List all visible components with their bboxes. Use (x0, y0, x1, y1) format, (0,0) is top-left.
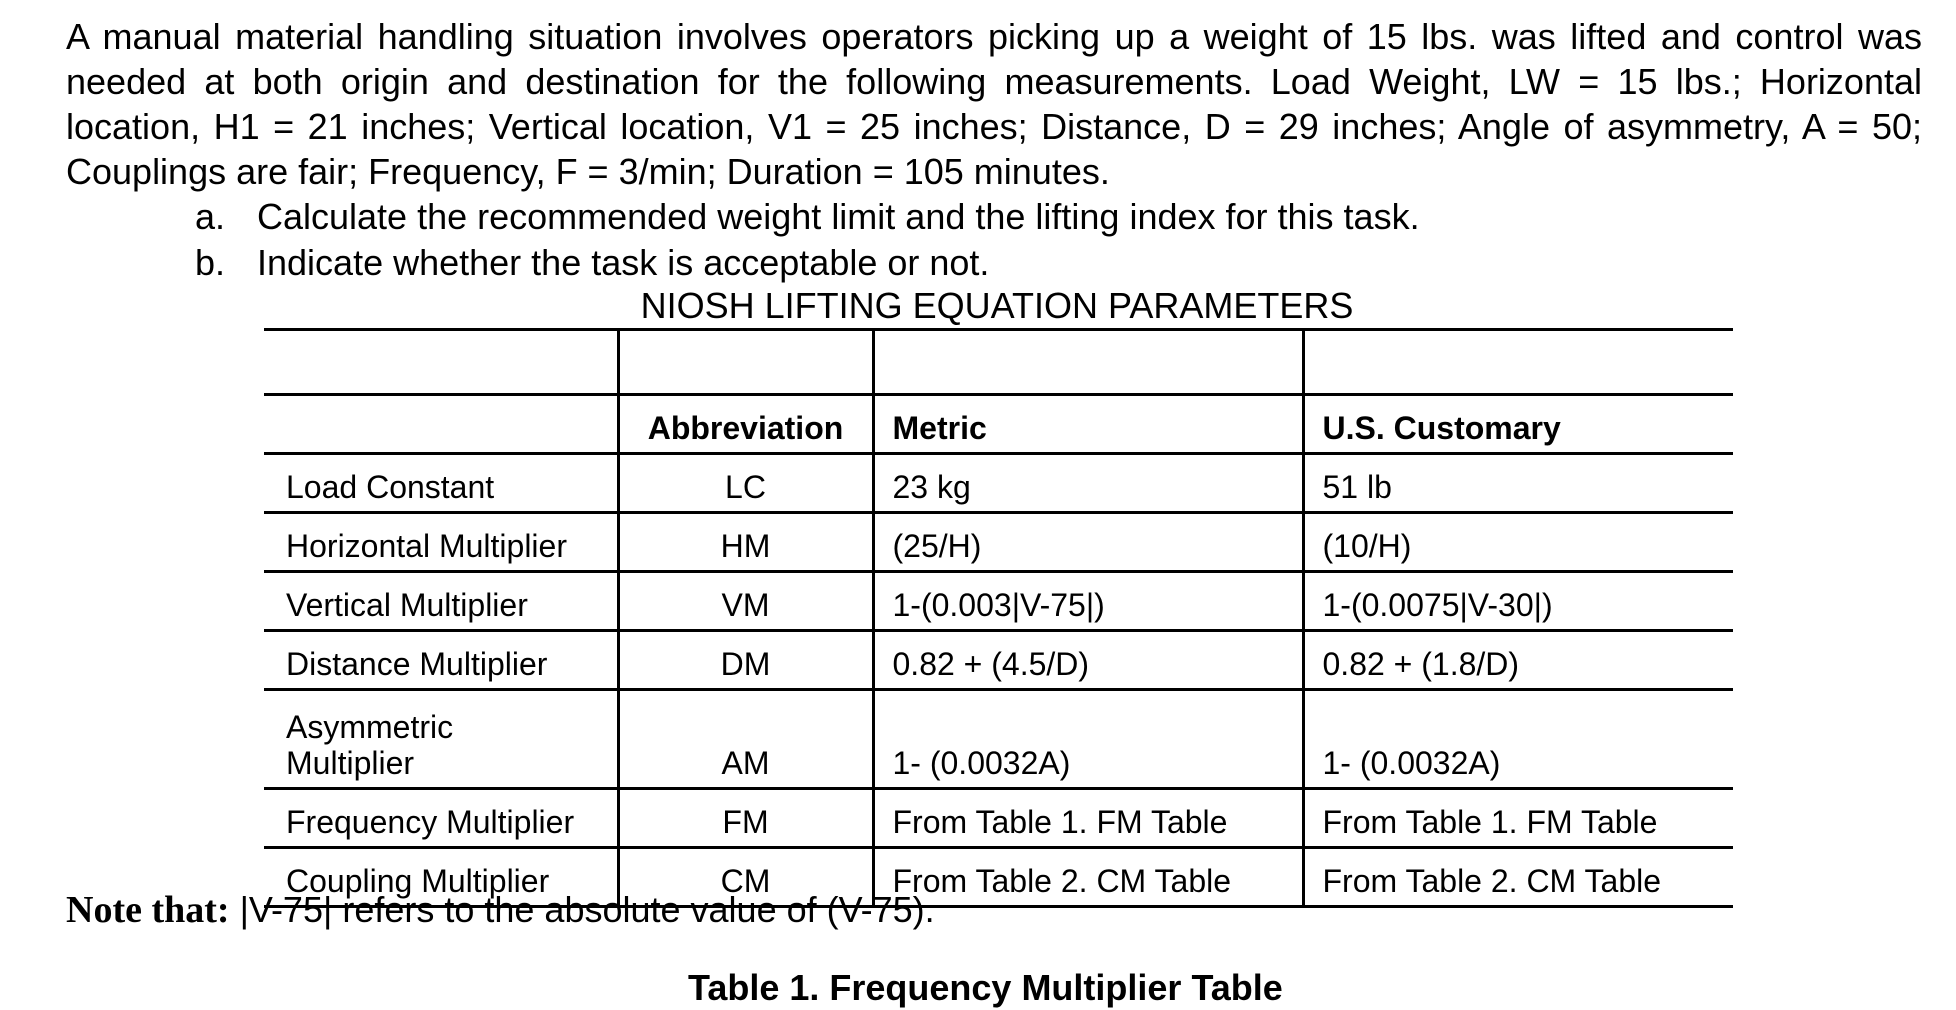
header-abbreviation: Abbreviation (618, 395, 873, 454)
param-name: Distance Multiplier (264, 631, 618, 690)
param-name: Coupling Multiplier (264, 848, 618, 907)
param-metric: 0.82 + (4.5/D) (873, 631, 1303, 690)
note-label: Note that: (66, 889, 230, 931)
table-header-row (264, 395, 1733, 454)
param-metric: 1-(0.003|V-75|) (873, 572, 1303, 631)
param-metric: 1- (0.0032A) (873, 690, 1303, 789)
header-empty (264, 395, 618, 454)
param-name-line2: Multiplier (286, 745, 415, 781)
param-us: 1-(0.0075|V-30|) (1303, 572, 1733, 631)
item-text: Calculate the recommended weight limit and the lifting index for this task. (257, 196, 1420, 237)
table-row (264, 789, 1733, 848)
table-row (264, 454, 1733, 513)
table-row (264, 513, 1733, 572)
table-title: NIOSH LIFTING EQUATION PARAMETERS (640, 285, 1354, 326)
item-marker: a. (195, 196, 226, 237)
param-abbr: AM (618, 690, 873, 789)
param-name: Load Constant (264, 454, 618, 513)
param-name: Vertical Multiplier (264, 572, 618, 631)
param-us: From Table 1. FM Table (1303, 789, 1733, 848)
item-text: Indicate whether the task is acceptable or not. (257, 242, 990, 283)
next-table-caption: Table 1. Frequency Multiplier Table (688, 967, 1283, 1008)
header-us-customary: U.S. Customary (1303, 395, 1733, 454)
param-abbr: HM (618, 513, 873, 572)
header-metric: Metric (873, 395, 1303, 454)
param-name: Frequency Multiplier (264, 789, 618, 848)
param-us: From Table 2. CM Table (1303, 848, 1733, 907)
param-abbr: LC (618, 454, 873, 513)
table-row (264, 631, 1733, 690)
niosh-parameters-table (264, 328, 1733, 908)
param-abbr: CM (618, 848, 873, 907)
param-us: 0.82 + (1.8/D) (1303, 631, 1733, 690)
param-us: 51 lb (1303, 454, 1733, 513)
item-marker: b. (195, 242, 226, 283)
param-abbr: VM (618, 572, 873, 631)
table-spacer-row (264, 330, 1733, 395)
param-abbr: DM (618, 631, 873, 690)
param-metric: 23 kg (873, 454, 1303, 513)
param-name: Horizontal Multiplier (264, 513, 618, 572)
param-abbr: FM (618, 789, 873, 848)
param-name (264, 690, 618, 789)
param-metric: From Table 2. CM Table (873, 848, 1303, 907)
table-row (264, 572, 1733, 631)
note (66, 888, 935, 932)
table-row (264, 690, 1733, 789)
param-name-line1: Asymmetric (286, 709, 454, 745)
param-metric: From Table 1. FM Table (873, 789, 1303, 848)
problem-statement: A manual material handling situation involves operators picking up a weight of 15 lbs. was lifted and control was needed at both origin and destination for the following measurements. Load Weight, LW = 15 lbs.; Horizontal location, H1 = 21 inches; Vertical location, V1 = 25 inches; Distance, D = 29 inches; Angle of asymmetry, A = 50; Couplings are fair; Frequency, F = 3/min; Duration = 105 minutes. (66, 16, 1922, 192)
note-text: |V-75| refers to the absolute value of (V-75). (229, 889, 935, 930)
param-metric: (25/H) (873, 513, 1303, 572)
param-us: (10/H) (1303, 513, 1733, 572)
param-us: 1- (0.0032A) (1303, 690, 1733, 789)
